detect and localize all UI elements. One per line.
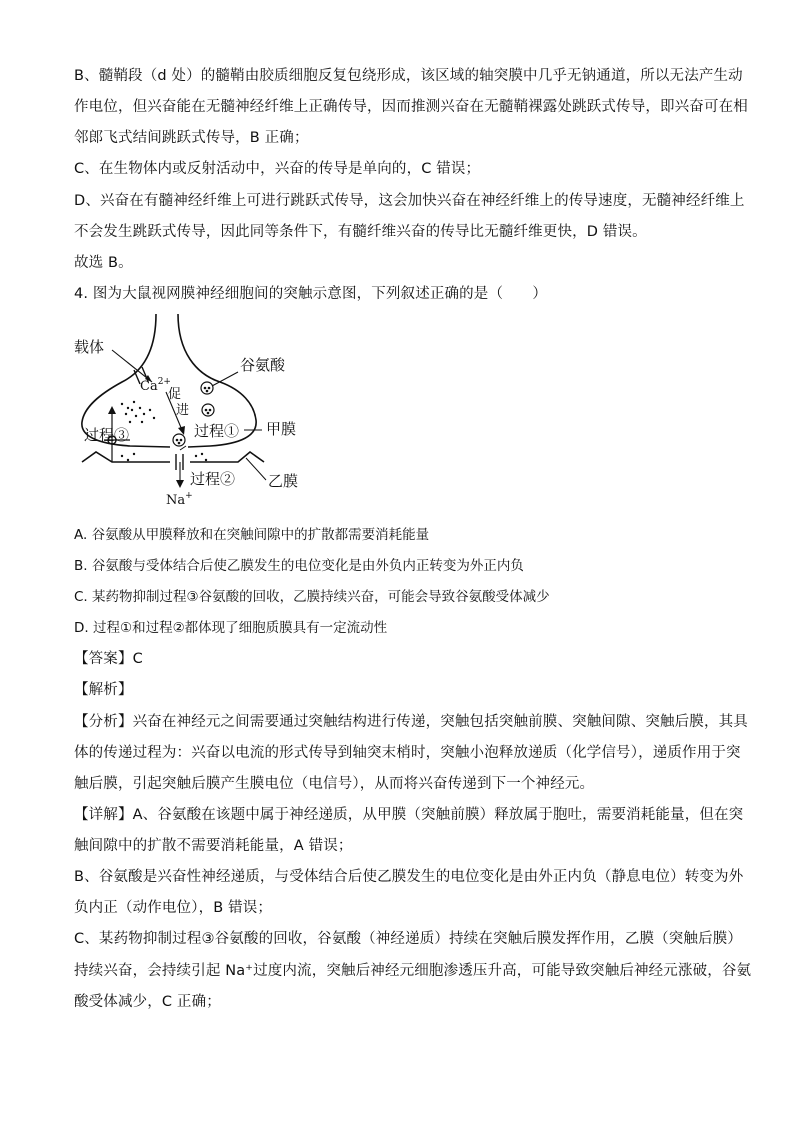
text-line: C、在生物体内或反射活动中，兴奋的传导是单向的，C 错误； xyxy=(74,161,481,177)
process-2-label: 过程② xyxy=(190,470,236,488)
answer-line: 【答案】C xyxy=(74,651,143,667)
option-b: B. 谷氨酸与受体结合后使乙膜发生的电位变化是由外负内正转变为外正内负 xyxy=(74,558,524,574)
option-a: A. 谷氨酸从甲膜释放和在突触间隙中的扩散都需要消耗能量 xyxy=(74,527,430,543)
postsynaptic-membrane xyxy=(82,452,264,462)
process-3-label: 过程③ xyxy=(84,426,130,444)
analysis-line: 负内正（动作电位），B 错误； xyxy=(74,900,273,916)
question-stem: 4. 图为大鼠视网膜神经细胞间的突触示意图，下列叙述正确的是（ ） xyxy=(74,286,548,302)
text-line: 故选 B。 xyxy=(74,255,133,271)
analysis-line: B、谷氨酸是兴奋性神经递质，与受体结合后使乙膜发生的电位变化是由外正内负（静息电位）转变为外 xyxy=(74,869,744,885)
process-1-label: 过程① xyxy=(194,422,240,440)
membrane-a-label: 甲膜 xyxy=(266,420,297,438)
text-line: 邻郎飞式结间跳跃式传导，B 正确； xyxy=(74,130,309,146)
analysis-heading: 【解析】 xyxy=(74,682,133,698)
analysis-line: 触后膜，引起突触后膜产生膜电位（电信号），从而将兴奋传递到下一个神经元。 xyxy=(74,776,595,792)
sodium-label: Na+ xyxy=(166,491,193,508)
analysis-line: 触间隙中的扩散不需要消耗能量，A 错误； xyxy=(74,838,353,854)
text-line: D、兴奋在有髓神经纤维上可进行跳跃式传导，这会加快兴奋在神经纤维上的传导速度，无髓神经纤维上 xyxy=(74,193,745,209)
analysis-line: 持续兴奋，会持续引起 Na⁺过度内流，突触后神经元细胞渗透压升高，可能导致突触后神经元涨破，谷氨 xyxy=(74,963,752,979)
promote-label-1: 促 xyxy=(168,387,182,402)
analysis-line: C、某药物抑制过程③谷氨酸的回收，谷氨酸（神经递质）持续在突触后膜发挥作用，乙膜（突触后膜） xyxy=(74,931,743,947)
glutamate-label: 谷氨酸 xyxy=(240,356,286,374)
text-line: B、髓鞘段（d 处）的髓鞘由胶质细胞反复包绕形成，该区域的轴突膜中几乎无钠通道，所以无法产生动 xyxy=(74,68,743,84)
analysis-line: 【分析】兴奋在神经元之间需要通过突触结构进行传递，突触包括突触前膜、突触间隙、突触后膜，其具 xyxy=(74,714,748,730)
carrier-label: 载体 xyxy=(74,338,105,356)
analysis-line: 【详解】A、谷氨酸在该题中属于神经递质，从甲膜（突触前膜）释放属于胞吐，需要消耗能量，但在突 xyxy=(74,807,744,823)
option-c: C. 某药物抑制过程③谷氨酸的回收，乙膜持续兴奋，可能会导致谷氨酸受体减少 xyxy=(74,589,550,605)
text-line: 不会发生跳跃式传导，因此同等条件下，有髓纤维兴奋的传导比无髓纤维更快，D 错误。 xyxy=(74,224,647,240)
membrane-b-label: 乙膜 xyxy=(268,472,299,490)
synapse-diagram xyxy=(70,312,320,514)
calcium-label: $Ca^{2+}$ xyxy=(140,377,171,394)
promote-label-2: 进 xyxy=(176,403,190,418)
analysis-line: 酸受体减少，C 正确； xyxy=(74,994,221,1010)
analysis-line: 体的传递过程为：兴奋以电流的形式传导到轴突末梢时，突触小泡释放递质（化学信号），递质作用于突 xyxy=(74,745,741,761)
option-d: D. 过程①和过程②都体现了细胞质膜具有一定流动性 xyxy=(74,620,388,636)
text-line: 作电位，但兴奋能在无髓神经纤维上正确传导，因而推测兴奋在无髓鞘裸露处跳跃式传导，即兴奋可在相 xyxy=(74,99,748,115)
